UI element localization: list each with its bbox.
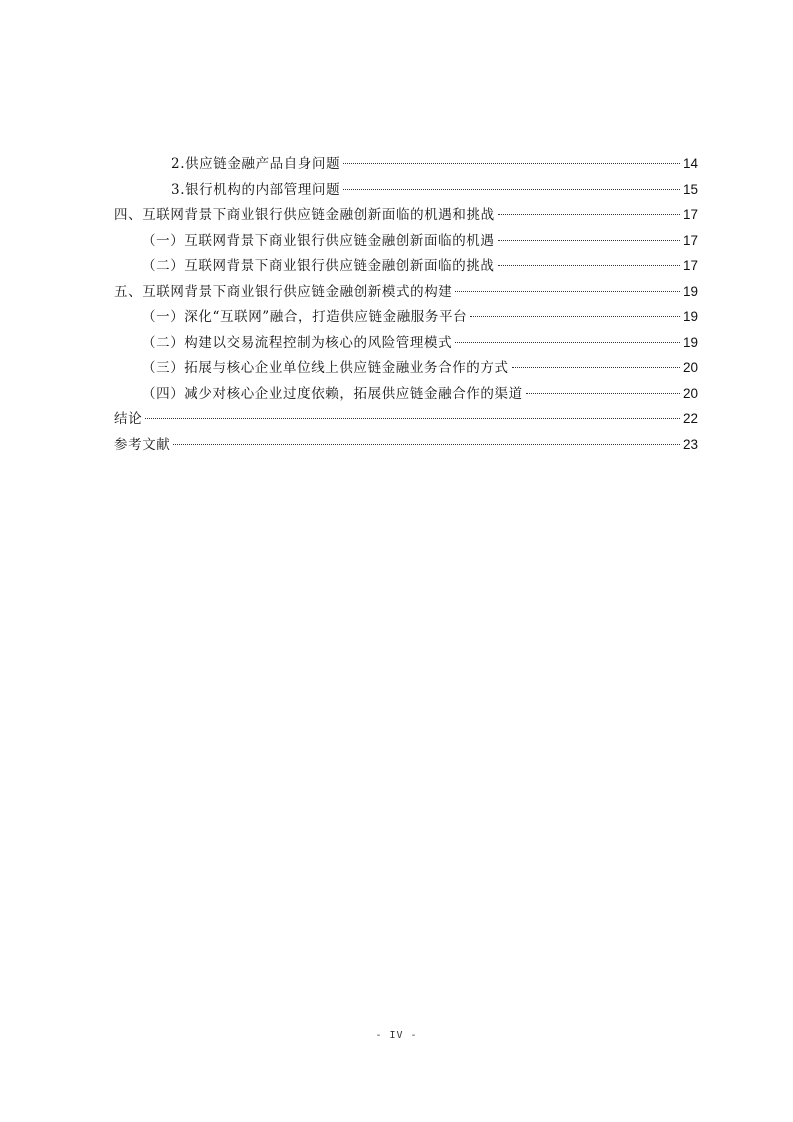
toc-entry[interactable] — [114, 406, 698, 432]
page-footer-number: - IV - — [375, 1030, 418, 1041]
toc-entry-title: （二）构建以交易流程控制为核心的风险管理模式 — [142, 334, 453, 351]
toc-entry[interactable] — [114, 330, 698, 356]
toc-entry-page: 20 — [682, 385, 698, 401]
toc-entry-title: （三）拓展与核心企业单位线上供应链金融业务合作的方式 — [142, 360, 509, 376]
toc-dot-leader — [455, 291, 680, 292]
toc-entry-page: 22 — [682, 411, 698, 426]
toc-entry[interactable] — [114, 432, 698, 458]
toc-entry-title: 四、互联网背景下商业银行供应链金融创新面临的机遇和挑战 — [114, 207, 495, 223]
toc-entry-title: 结论 — [114, 411, 143, 427]
toc-dot-leader — [498, 265, 680, 266]
toc-dot-leader — [145, 418, 680, 419]
toc-dot-leader — [498, 240, 680, 241]
toc-entry-title: 五、互联网背景下商业银行供应链金融创新模式的构建 — [114, 283, 453, 300]
toc-entry[interactable] — [114, 304, 698, 330]
toc-entry[interactable] — [114, 381, 698, 407]
toc-entry-title: （一）互联网背景下商业银行供应链金融创新面临的机遇 — [142, 232, 495, 249]
toc-entry[interactable] — [114, 228, 698, 254]
toc-entry-page: 15 — [682, 181, 698, 197]
toc-entry-page: 14 — [682, 156, 698, 171]
toc-dot-leader — [512, 367, 680, 368]
table-of-contents — [114, 151, 698, 457]
toc-dot-leader — [343, 163, 680, 164]
toc-entry-page: 19 — [682, 334, 698, 350]
toc-dot-leader — [343, 189, 680, 190]
toc-entry-page: 17 — [682, 232, 698, 248]
toc-entry[interactable] — [114, 253, 698, 279]
toc-entry-title: 3.银行机构的内部管理问题 — [171, 181, 341, 198]
toc-entry-title: （一）深化“互联网”融合，打造供应链金融服务平台 — [142, 309, 468, 325]
toc-entry-page: 19 — [682, 283, 698, 299]
toc-entry[interactable] — [114, 177, 698, 203]
toc-entry[interactable] — [114, 202, 698, 228]
toc-dot-leader — [455, 342, 680, 343]
toc-entry-page: 20 — [682, 360, 698, 375]
toc-entry[interactable] — [114, 355, 698, 381]
toc-entry[interactable] — [114, 151, 698, 177]
toc-dot-leader — [173, 444, 680, 445]
toc-entry-page: 19 — [682, 309, 698, 324]
toc-entry-title: （四）减少对核心企业过度依赖，拓展供应链金融合作的渠道 — [142, 385, 523, 402]
toc-entry-title: （二）互联网背景下商业银行供应链金融创新面临的挑战 — [142, 258, 495, 274]
toc-entry-page: 17 — [682, 207, 698, 222]
toc-entry-page: 23 — [682, 436, 698, 452]
toc-dot-leader — [498, 214, 680, 215]
toc-entry-page: 17 — [682, 258, 698, 273]
toc-dot-leader — [526, 393, 680, 394]
toc-entry[interactable] — [114, 279, 698, 305]
toc-dot-leader — [470, 316, 680, 317]
toc-entry-title: 参考文献 — [114, 436, 171, 453]
toc-entry-title: 2.供应链金融产品自身问题 — [171, 156, 341, 172]
